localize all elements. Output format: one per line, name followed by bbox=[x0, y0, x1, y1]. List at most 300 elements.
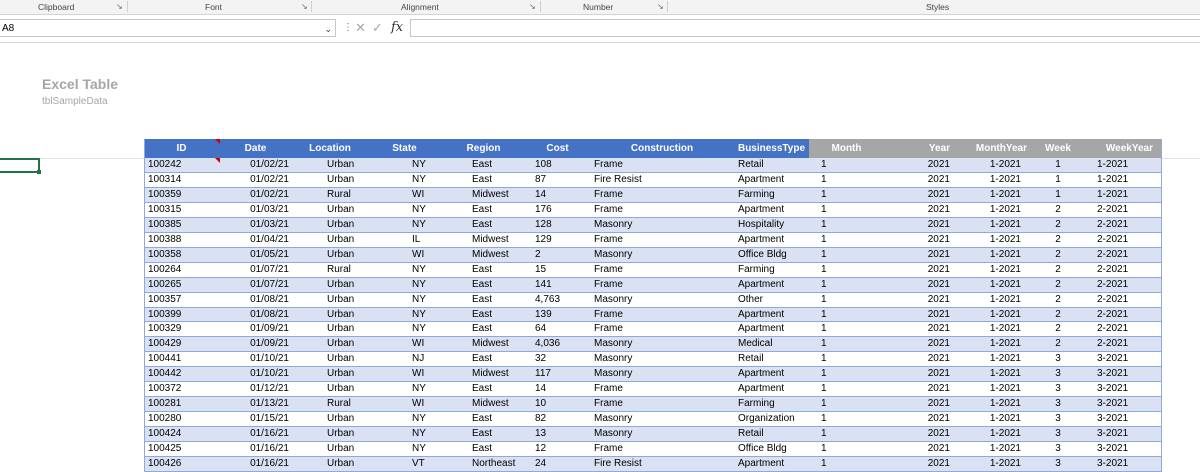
cell-cost[interactable]: 14 bbox=[525, 188, 590, 203]
cell-month[interactable]: 1 bbox=[809, 307, 884, 322]
cell-date[interactable]: 01/03/21 bbox=[218, 203, 293, 218]
cell-region[interactable]: Midwest bbox=[442, 233, 525, 248]
cell-month[interactable]: 1 bbox=[809, 337, 884, 352]
cell-week[interactable]: 1 bbox=[1033, 188, 1083, 203]
cell-location[interactable]: Urban bbox=[293, 247, 367, 262]
cell-businesstype[interactable]: Retail bbox=[734, 352, 809, 367]
cell-month[interactable]: 1 bbox=[809, 247, 884, 262]
cell-cost[interactable]: 141 bbox=[525, 277, 590, 292]
cell-state[interactable]: NY bbox=[367, 307, 442, 322]
cell-date[interactable]: 01/04/21 bbox=[218, 233, 293, 248]
cell-businesstype[interactable]: Retail bbox=[734, 426, 809, 441]
cell-month[interactable]: 1 bbox=[809, 173, 884, 188]
cell-state[interactable]: NY bbox=[367, 322, 442, 337]
cell-year[interactable]: 2021 bbox=[884, 188, 958, 203]
cell-week[interactable]: 2 bbox=[1033, 247, 1083, 262]
cell-monthyear[interactable]: 1-2021 bbox=[958, 441, 1033, 456]
cell-month[interactable]: 1 bbox=[809, 396, 884, 411]
cell-cost[interactable]: 4,036 bbox=[525, 337, 590, 352]
cell-date[interactable]: 01/03/21 bbox=[218, 218, 293, 233]
cell-month[interactable]: 1 bbox=[809, 367, 884, 382]
cell-state[interactable]: NY bbox=[367, 292, 442, 307]
cell-region[interactable]: East bbox=[442, 292, 525, 307]
cell-id[interactable]: 100329 bbox=[145, 322, 218, 337]
cell-state[interactable]: NJ bbox=[367, 352, 442, 367]
cell-year[interactable]: 2021 bbox=[884, 426, 958, 441]
cell-weekyear[interactable]: 3-2021 bbox=[1083, 426, 1161, 441]
cell-location[interactable]: Urban bbox=[293, 382, 367, 397]
cell-location[interactable]: Urban bbox=[293, 337, 367, 352]
cell-businesstype[interactable]: Farming bbox=[734, 262, 809, 277]
cell-businesstype[interactable]: Apartment bbox=[734, 367, 809, 382]
cell-location[interactable]: Urban bbox=[293, 426, 367, 441]
cell-id[interactable]: 100399 bbox=[145, 307, 218, 322]
cell-monthyear[interactable]: 1-2021 bbox=[958, 188, 1033, 203]
cell-year[interactable]: 2021 bbox=[884, 247, 958, 262]
cell-monthyear[interactable]: 1-2021 bbox=[958, 247, 1033, 262]
cell-monthyear[interactable]: 1-2021 bbox=[958, 396, 1033, 411]
cell-year[interactable]: 2021 bbox=[884, 173, 958, 188]
cell-year[interactable]: 2021 bbox=[884, 262, 958, 277]
cell-year[interactable]: 2021 bbox=[884, 218, 958, 233]
cell-region[interactable]: Midwest bbox=[442, 188, 525, 203]
cell-construction[interactable]: Masonry bbox=[590, 292, 734, 307]
cell-cost[interactable]: 129 bbox=[525, 233, 590, 248]
fill-handle[interactable] bbox=[37, 170, 41, 174]
cell-month[interactable]: 1 bbox=[809, 262, 884, 277]
cell-id[interactable]: 100441 bbox=[145, 352, 218, 367]
cell-region[interactable]: Midwest bbox=[442, 367, 525, 382]
cell-location[interactable]: Rural bbox=[293, 188, 367, 203]
cell-weekyear[interactable]: 3-2021 bbox=[1083, 352, 1161, 367]
cell-location[interactable]: Urban bbox=[293, 441, 367, 456]
cell-month[interactable]: 1 bbox=[809, 158, 884, 173]
cell-construction[interactable]: Frame bbox=[590, 277, 734, 292]
cell-date[interactable]: 01/10/21 bbox=[218, 367, 293, 382]
column-header-weekyear[interactable]: WeekYear bbox=[1083, 139, 1161, 158]
cell-businesstype[interactable]: Office Bldg bbox=[734, 247, 809, 262]
cell-cost[interactable]: 64 bbox=[525, 322, 590, 337]
cell-cost[interactable]: 117 bbox=[525, 367, 590, 382]
column-header-state[interactable]: State bbox=[367, 139, 442, 158]
cell-construction[interactable]: Frame bbox=[590, 262, 734, 277]
cell-id[interactable]: 100426 bbox=[145, 456, 218, 471]
cancel-icon[interactable]: ✕ bbox=[355, 20, 366, 35]
cell-cost[interactable]: 4,763 bbox=[525, 292, 590, 307]
cell-businesstype[interactable]: Other bbox=[734, 292, 809, 307]
enter-check-icon[interactable]: ✓ bbox=[372, 20, 383, 35]
cell-monthyear[interactable]: 1-2021 bbox=[958, 382, 1033, 397]
cell-date[interactable]: 01/07/21 bbox=[218, 277, 293, 292]
cell-region[interactable]: East bbox=[442, 158, 525, 173]
cell-date[interactable]: 01/16/21 bbox=[218, 441, 293, 456]
cell-monthyear[interactable]: 1-2021 bbox=[958, 411, 1033, 426]
cell-businesstype[interactable]: Apartment bbox=[734, 173, 809, 188]
cell-monthyear[interactable]: 1-2021 bbox=[958, 307, 1033, 322]
cell-date[interactable]: 01/16/21 bbox=[218, 456, 293, 471]
cell-monthyear[interactable]: 1-2021 bbox=[958, 292, 1033, 307]
cell-businesstype[interactable]: Apartment bbox=[734, 307, 809, 322]
cell-cost[interactable]: 14 bbox=[525, 382, 590, 397]
vertical-ellipsis-icon[interactable]: ⋮ bbox=[343, 22, 353, 33]
cell-week[interactable]: 2 bbox=[1033, 307, 1083, 322]
cell-id[interactable]: 100442 bbox=[145, 367, 218, 382]
cell-id[interactable]: 100280 bbox=[145, 411, 218, 426]
cell-location[interactable]: Urban bbox=[293, 277, 367, 292]
cell-year[interactable]: 2021 bbox=[884, 233, 958, 248]
cell-state[interactable]: NY bbox=[367, 441, 442, 456]
cell-state[interactable]: NY bbox=[367, 382, 442, 397]
cell-date[interactable]: 01/02/21 bbox=[218, 158, 293, 173]
cell-businesstype[interactable]: Apartment bbox=[734, 456, 809, 471]
cell-construction[interactable]: Frame bbox=[590, 158, 734, 173]
cell-cost[interactable]: 13 bbox=[525, 426, 590, 441]
cell-week[interactable]: 3 bbox=[1033, 426, 1083, 441]
cell-location[interactable]: Urban bbox=[293, 218, 367, 233]
cell-location[interactable]: Urban bbox=[293, 307, 367, 322]
cell-date[interactable]: 01/09/21 bbox=[218, 337, 293, 352]
cell-state[interactable]: VT bbox=[367, 456, 442, 471]
cell-week[interactable]: 3 bbox=[1033, 411, 1083, 426]
cell-state[interactable]: NY bbox=[367, 262, 442, 277]
column-header-location[interactable]: Location bbox=[293, 139, 367, 158]
cell-weekyear[interactable]: 2-2021 bbox=[1083, 322, 1161, 337]
cell-date[interactable]: 01/07/21 bbox=[218, 262, 293, 277]
cell-businesstype[interactable]: Hospitality bbox=[734, 218, 809, 233]
cell-construction[interactable]: Masonry bbox=[590, 352, 734, 367]
cell-id[interactable]: 100429 bbox=[145, 337, 218, 352]
cell-weekyear[interactable]: 1-2021 bbox=[1083, 173, 1161, 188]
cell-weekyear[interactable]: 2-2021 bbox=[1083, 218, 1161, 233]
cell-week[interactable]: 2 bbox=[1033, 218, 1083, 233]
column-header-region[interactable]: Region bbox=[442, 139, 525, 158]
name-box[interactable] bbox=[0, 19, 336, 37]
cell-year[interactable]: 2021 bbox=[884, 307, 958, 322]
cell-month[interactable]: 1 bbox=[809, 322, 884, 337]
cell-week[interactable]: 1 bbox=[1033, 173, 1083, 188]
active-cell[interactable] bbox=[0, 158, 40, 173]
cell-location[interactable]: Urban bbox=[293, 411, 367, 426]
cell-location[interactable]: Rural bbox=[293, 262, 367, 277]
cell-cost[interactable]: 139 bbox=[525, 307, 590, 322]
insert-function-icon[interactable]: fx bbox=[391, 20, 404, 35]
cell-date[interactable]: 01/08/21 bbox=[218, 292, 293, 307]
cell-weekyear[interactable]: 3-2021 bbox=[1083, 441, 1161, 456]
cell-month[interactable]: 1 bbox=[809, 188, 884, 203]
cell-id[interactable]: 100425 bbox=[145, 441, 218, 456]
cell-id[interactable]: 100358 bbox=[145, 247, 218, 262]
cell-id[interactable]: 100281 bbox=[145, 396, 218, 411]
cell-construction[interactable]: Fire Resist bbox=[590, 456, 734, 471]
column-header-monthyear[interactable]: MonthYear bbox=[958, 139, 1033, 158]
cell-businesstype[interactable]: Apartment bbox=[734, 233, 809, 248]
cell-week[interactable]: 3 bbox=[1033, 441, 1083, 456]
cell-construction[interactable]: Frame bbox=[590, 441, 734, 456]
cell-location[interactable]: Urban bbox=[293, 292, 367, 307]
cell-cost[interactable]: 10 bbox=[525, 396, 590, 411]
cell-construction[interactable]: Fire Resist bbox=[590, 173, 734, 188]
cell-businesstype[interactable]: Farming bbox=[734, 188, 809, 203]
cell-monthyear[interactable]: 1-2021 bbox=[958, 158, 1033, 173]
cell-construction[interactable]: Frame bbox=[590, 382, 734, 397]
cell-location[interactable]: Urban bbox=[293, 158, 367, 173]
comment-indicator[interactable] bbox=[215, 139, 220, 144]
cell-week[interactable]: 3 bbox=[1033, 352, 1083, 367]
cell-id[interactable]: 100388 bbox=[145, 233, 218, 248]
cell-year[interactable]: 2021 bbox=[884, 352, 958, 367]
cell-id[interactable]: 100385 bbox=[145, 218, 218, 233]
cell-location[interactable]: Urban bbox=[293, 367, 367, 382]
cell-cost[interactable]: 15 bbox=[525, 262, 590, 277]
cell-weekyear[interactable]: 1-2021 bbox=[1083, 158, 1161, 173]
cell-location[interactable]: Urban bbox=[293, 173, 367, 188]
cell-weekyear[interactable]: 1-2021 bbox=[1083, 188, 1161, 203]
cell-construction[interactable]: Frame bbox=[590, 188, 734, 203]
cell-year[interactable]: 2021 bbox=[884, 277, 958, 292]
cell-monthyear[interactable]: 1-2021 bbox=[958, 426, 1033, 441]
cell-region[interactable]: Northeast bbox=[442, 456, 525, 471]
cell-month[interactable]: 1 bbox=[809, 277, 884, 292]
cell-date[interactable]: 01/13/21 bbox=[218, 396, 293, 411]
cell-date[interactable]: 01/02/21 bbox=[218, 188, 293, 203]
column-header-id[interactable]: ID bbox=[145, 139, 218, 158]
cell-month[interactable]: 1 bbox=[809, 233, 884, 248]
cell-construction[interactable]: Frame bbox=[590, 233, 734, 248]
cell-id[interactable]: 100359 bbox=[145, 188, 218, 203]
cell-date[interactable]: 01/09/21 bbox=[218, 322, 293, 337]
cell-weekyear[interactable]: 2-2021 bbox=[1083, 247, 1161, 262]
cell-cost[interactable]: 176 bbox=[525, 203, 590, 218]
cell-region[interactable]: East bbox=[442, 218, 525, 233]
cell-cost[interactable]: 128 bbox=[525, 218, 590, 233]
cell-location[interactable]: Urban bbox=[293, 322, 367, 337]
cell-monthyear[interactable]: 1-2021 bbox=[958, 322, 1033, 337]
cell-monthyear[interactable]: 1-2021 bbox=[958, 218, 1033, 233]
cell-cost[interactable]: 108 bbox=[525, 158, 590, 173]
cell-monthyear[interactable]: 1-2021 bbox=[958, 173, 1033, 188]
formula-input[interactable] bbox=[410, 19, 1200, 37]
chevron-down-icon[interactable]: ⌄ bbox=[324, 24, 332, 34]
cell-businesstype[interactable]: Apartment bbox=[734, 322, 809, 337]
cell-cost[interactable]: 12 bbox=[525, 441, 590, 456]
cell-construction[interactable]: Masonry bbox=[590, 367, 734, 382]
cell-weekyear[interactable]: 3-2021 bbox=[1083, 411, 1161, 426]
cell-id[interactable]: 100242 bbox=[145, 158, 218, 173]
cell-region[interactable]: Midwest bbox=[442, 247, 525, 262]
cell-region[interactable]: East bbox=[442, 426, 525, 441]
cell-week[interactable]: 2 bbox=[1033, 292, 1083, 307]
cell-state[interactable]: NY bbox=[367, 277, 442, 292]
cell-week[interactable]: 2 bbox=[1033, 277, 1083, 292]
cell-region[interactable]: East bbox=[442, 262, 525, 277]
cell-weekyear[interactable]: 2-2021 bbox=[1083, 337, 1161, 352]
cell-weekyear[interactable]: 3-2021 bbox=[1083, 367, 1161, 382]
cell-weekyear[interactable]: 2-2021 bbox=[1083, 262, 1161, 277]
cell-week[interactable]: 2 bbox=[1033, 233, 1083, 248]
cell-construction[interactable]: Masonry bbox=[590, 247, 734, 262]
cell-weekyear[interactable]: 2-2021 bbox=[1083, 203, 1161, 218]
column-header-year[interactable]: Year bbox=[884, 139, 958, 158]
cell-date[interactable]: 01/05/21 bbox=[218, 247, 293, 262]
cell-cost[interactable]: 87 bbox=[525, 173, 590, 188]
cell-month[interactable]: 1 bbox=[809, 456, 884, 471]
cell-weekyear[interactable]: 2-2021 bbox=[1083, 307, 1161, 322]
cell-year[interactable]: 2021 bbox=[884, 441, 958, 456]
cell-region[interactable]: Midwest bbox=[442, 337, 525, 352]
cell-state[interactable]: NY bbox=[367, 218, 442, 233]
cell-businesstype[interactable]: Organization bbox=[734, 411, 809, 426]
cell-id[interactable]: 100424 bbox=[145, 426, 218, 441]
cell-year[interactable]: 2021 bbox=[884, 456, 958, 471]
cell-state[interactable]: NY bbox=[367, 173, 442, 188]
cell-month[interactable]: 1 bbox=[809, 203, 884, 218]
cell-businesstype[interactable]: Medical bbox=[734, 337, 809, 352]
cell-state[interactable]: WI bbox=[367, 367, 442, 382]
cell-weekyear[interactable]: 2-2021 bbox=[1083, 277, 1161, 292]
cell-weekyear[interactable]: 3-2021 bbox=[1083, 382, 1161, 397]
cell-month[interactable]: 1 bbox=[809, 382, 884, 397]
cell-month[interactable]: 1 bbox=[809, 441, 884, 456]
cell-id[interactable]: 100357 bbox=[145, 292, 218, 307]
cell-week[interactable]: 2 bbox=[1033, 322, 1083, 337]
cell-state[interactable]: WI bbox=[367, 188, 442, 203]
cell-week[interactable]: 3 bbox=[1033, 396, 1083, 411]
cell-id[interactable]: 100265 bbox=[145, 277, 218, 292]
cell-week[interactable]: 2 bbox=[1033, 337, 1083, 352]
cell-construction[interactable]: Masonry bbox=[590, 337, 734, 352]
cell-week[interactable]: 1 bbox=[1033, 158, 1083, 173]
cell-weekyear[interactable]: 3-2021 bbox=[1083, 456, 1161, 471]
cell-week[interactable]: 2 bbox=[1033, 203, 1083, 218]
cell-monthyear[interactable]: 1-2021 bbox=[958, 352, 1033, 367]
cell-businesstype[interactable]: Office Bldg bbox=[734, 441, 809, 456]
cell-monthyear[interactable]: 1-2021 bbox=[958, 262, 1033, 277]
column-header-cost[interactable]: Cost bbox=[525, 139, 590, 158]
ribbon-group-styles: Styles bbox=[926, 2, 950, 12]
cell-id[interactable]: 100372 bbox=[145, 382, 218, 397]
cell-cost[interactable]: 82 bbox=[525, 411, 590, 426]
cell-month[interactable]: 1 bbox=[809, 292, 884, 307]
cell-construction[interactable]: Masonry bbox=[590, 411, 734, 426]
cell-location[interactable]: Urban bbox=[293, 203, 367, 218]
cell-construction[interactable]: Frame bbox=[590, 322, 734, 337]
cell-date[interactable]: 01/15/21 bbox=[218, 411, 293, 426]
table-header-row bbox=[145, 139, 1161, 158]
cell-year[interactable]: 2021 bbox=[884, 292, 958, 307]
cell-id[interactable]: 100315 bbox=[145, 203, 218, 218]
cell-businesstype[interactable]: Farming bbox=[734, 396, 809, 411]
cell-year[interactable]: 2021 bbox=[884, 382, 958, 397]
cell-monthyear[interactable]: 1-2021 bbox=[958, 233, 1033, 248]
cell-region[interactable]: East bbox=[442, 307, 525, 322]
cell-construction[interactable]: Frame bbox=[590, 396, 734, 411]
column-header-businesstype[interactable]: BusinessType bbox=[734, 139, 809, 158]
cell-location[interactable]: Rural bbox=[293, 396, 367, 411]
cell-year[interactable]: 2021 bbox=[884, 411, 958, 426]
cell-week[interactable]: 2 bbox=[1033, 262, 1083, 277]
cell-date[interactable]: 01/12/21 bbox=[218, 382, 293, 397]
cell-year[interactable]: 2021 bbox=[884, 396, 958, 411]
cell-monthyear[interactable]: 1-2021 bbox=[958, 367, 1033, 382]
cell-year[interactable]: 2021 bbox=[884, 203, 958, 218]
cell-monthyear[interactable]: 1-2021 bbox=[958, 337, 1033, 352]
column-header-week[interactable]: Week bbox=[1033, 139, 1083, 158]
cell-region[interactable]: East bbox=[442, 441, 525, 456]
cell-weekyear[interactable]: 2-2021 bbox=[1083, 292, 1161, 307]
cell-monthyear[interactable]: 1-2021 bbox=[958, 277, 1033, 292]
cell-region[interactable]: East bbox=[442, 352, 525, 367]
cell-region[interactable]: East bbox=[442, 277, 525, 292]
cell-businesstype[interactable]: Apartment bbox=[734, 382, 809, 397]
table-row bbox=[145, 233, 1161, 248]
cell-construction[interactable]: Masonry bbox=[590, 426, 734, 441]
cell-location[interactable]: Urban bbox=[293, 352, 367, 367]
cell-year[interactable]: 2021 bbox=[884, 337, 958, 352]
cell-state[interactable]: NY bbox=[367, 411, 442, 426]
cell-month[interactable]: 1 bbox=[809, 411, 884, 426]
cell-region[interactable]: East bbox=[442, 203, 525, 218]
cell-region[interactable]: East bbox=[442, 322, 525, 337]
cell-state[interactable]: IL bbox=[367, 233, 442, 248]
cell-location[interactable]: Urban bbox=[293, 456, 367, 471]
cell-date[interactable]: 01/16/21 bbox=[218, 426, 293, 441]
cell-monthyear[interactable]: 1-2021 bbox=[958, 456, 1033, 471]
cell-construction[interactable]: Frame bbox=[590, 307, 734, 322]
cell-businesstype[interactable]: Retail bbox=[734, 158, 809, 173]
cell-id[interactable]: 100314 bbox=[145, 173, 218, 188]
cell-week[interactable]: 3 bbox=[1033, 367, 1083, 382]
cell-state[interactable]: NY bbox=[367, 426, 442, 441]
cell-region[interactable]: East bbox=[442, 173, 525, 188]
cell-state[interactable]: NY bbox=[367, 203, 442, 218]
cell-region[interactable]: East bbox=[442, 411, 525, 426]
column-header-month[interactable]: Month bbox=[809, 139, 884, 158]
cell-construction[interactable]: Frame bbox=[590, 203, 734, 218]
column-header-construction[interactable]: Construction bbox=[590, 139, 734, 158]
cell-month[interactable]: 1 bbox=[809, 218, 884, 233]
cell-year[interactable]: 2021 bbox=[884, 158, 958, 173]
cell-date[interactable]: 01/02/21 bbox=[218, 173, 293, 188]
cell-state[interactable]: WI bbox=[367, 247, 442, 262]
cell-cost[interactable]: 2 bbox=[525, 247, 590, 262]
comment-indicator[interactable] bbox=[215, 158, 220, 163]
cell-week[interactable]: 3 bbox=[1033, 456, 1083, 471]
cell-cost[interactable]: 24 bbox=[525, 456, 590, 471]
cell-id[interactable]: 100264 bbox=[145, 262, 218, 277]
cell-week[interactable]: 3 bbox=[1033, 382, 1083, 397]
cell-month[interactable]: 1 bbox=[809, 352, 884, 367]
cell-location[interactable]: Urban bbox=[293, 233, 367, 248]
cell-state[interactable]: WI bbox=[367, 337, 442, 352]
cell-monthyear[interactable]: 1-2021 bbox=[958, 203, 1033, 218]
cell-construction[interactable]: Masonry bbox=[590, 218, 734, 233]
cell-region[interactable]: Midwest bbox=[442, 396, 525, 411]
cell-date[interactable]: 01/08/21 bbox=[218, 307, 293, 322]
cell-date[interactable]: 01/10/21 bbox=[218, 352, 293, 367]
cell-region[interactable]: East bbox=[442, 382, 525, 397]
cell-weekyear[interactable]: 3-2021 bbox=[1083, 396, 1161, 411]
cell-cost[interactable]: 32 bbox=[525, 352, 590, 367]
cell-state[interactable]: WI bbox=[367, 396, 442, 411]
cell-businesstype[interactable]: Apartment bbox=[734, 203, 809, 218]
cell-state[interactable]: NY bbox=[367, 158, 442, 173]
cell-year[interactable]: 2021 bbox=[884, 367, 958, 382]
cell-businesstype[interactable]: Apartment bbox=[734, 277, 809, 292]
cell-year[interactable]: 2021 bbox=[884, 322, 958, 337]
column-header-date[interactable]: Date bbox=[218, 139, 293, 158]
cell-weekyear[interactable]: 2-2021 bbox=[1083, 233, 1161, 248]
cell-month[interactable]: 1 bbox=[809, 426, 884, 441]
